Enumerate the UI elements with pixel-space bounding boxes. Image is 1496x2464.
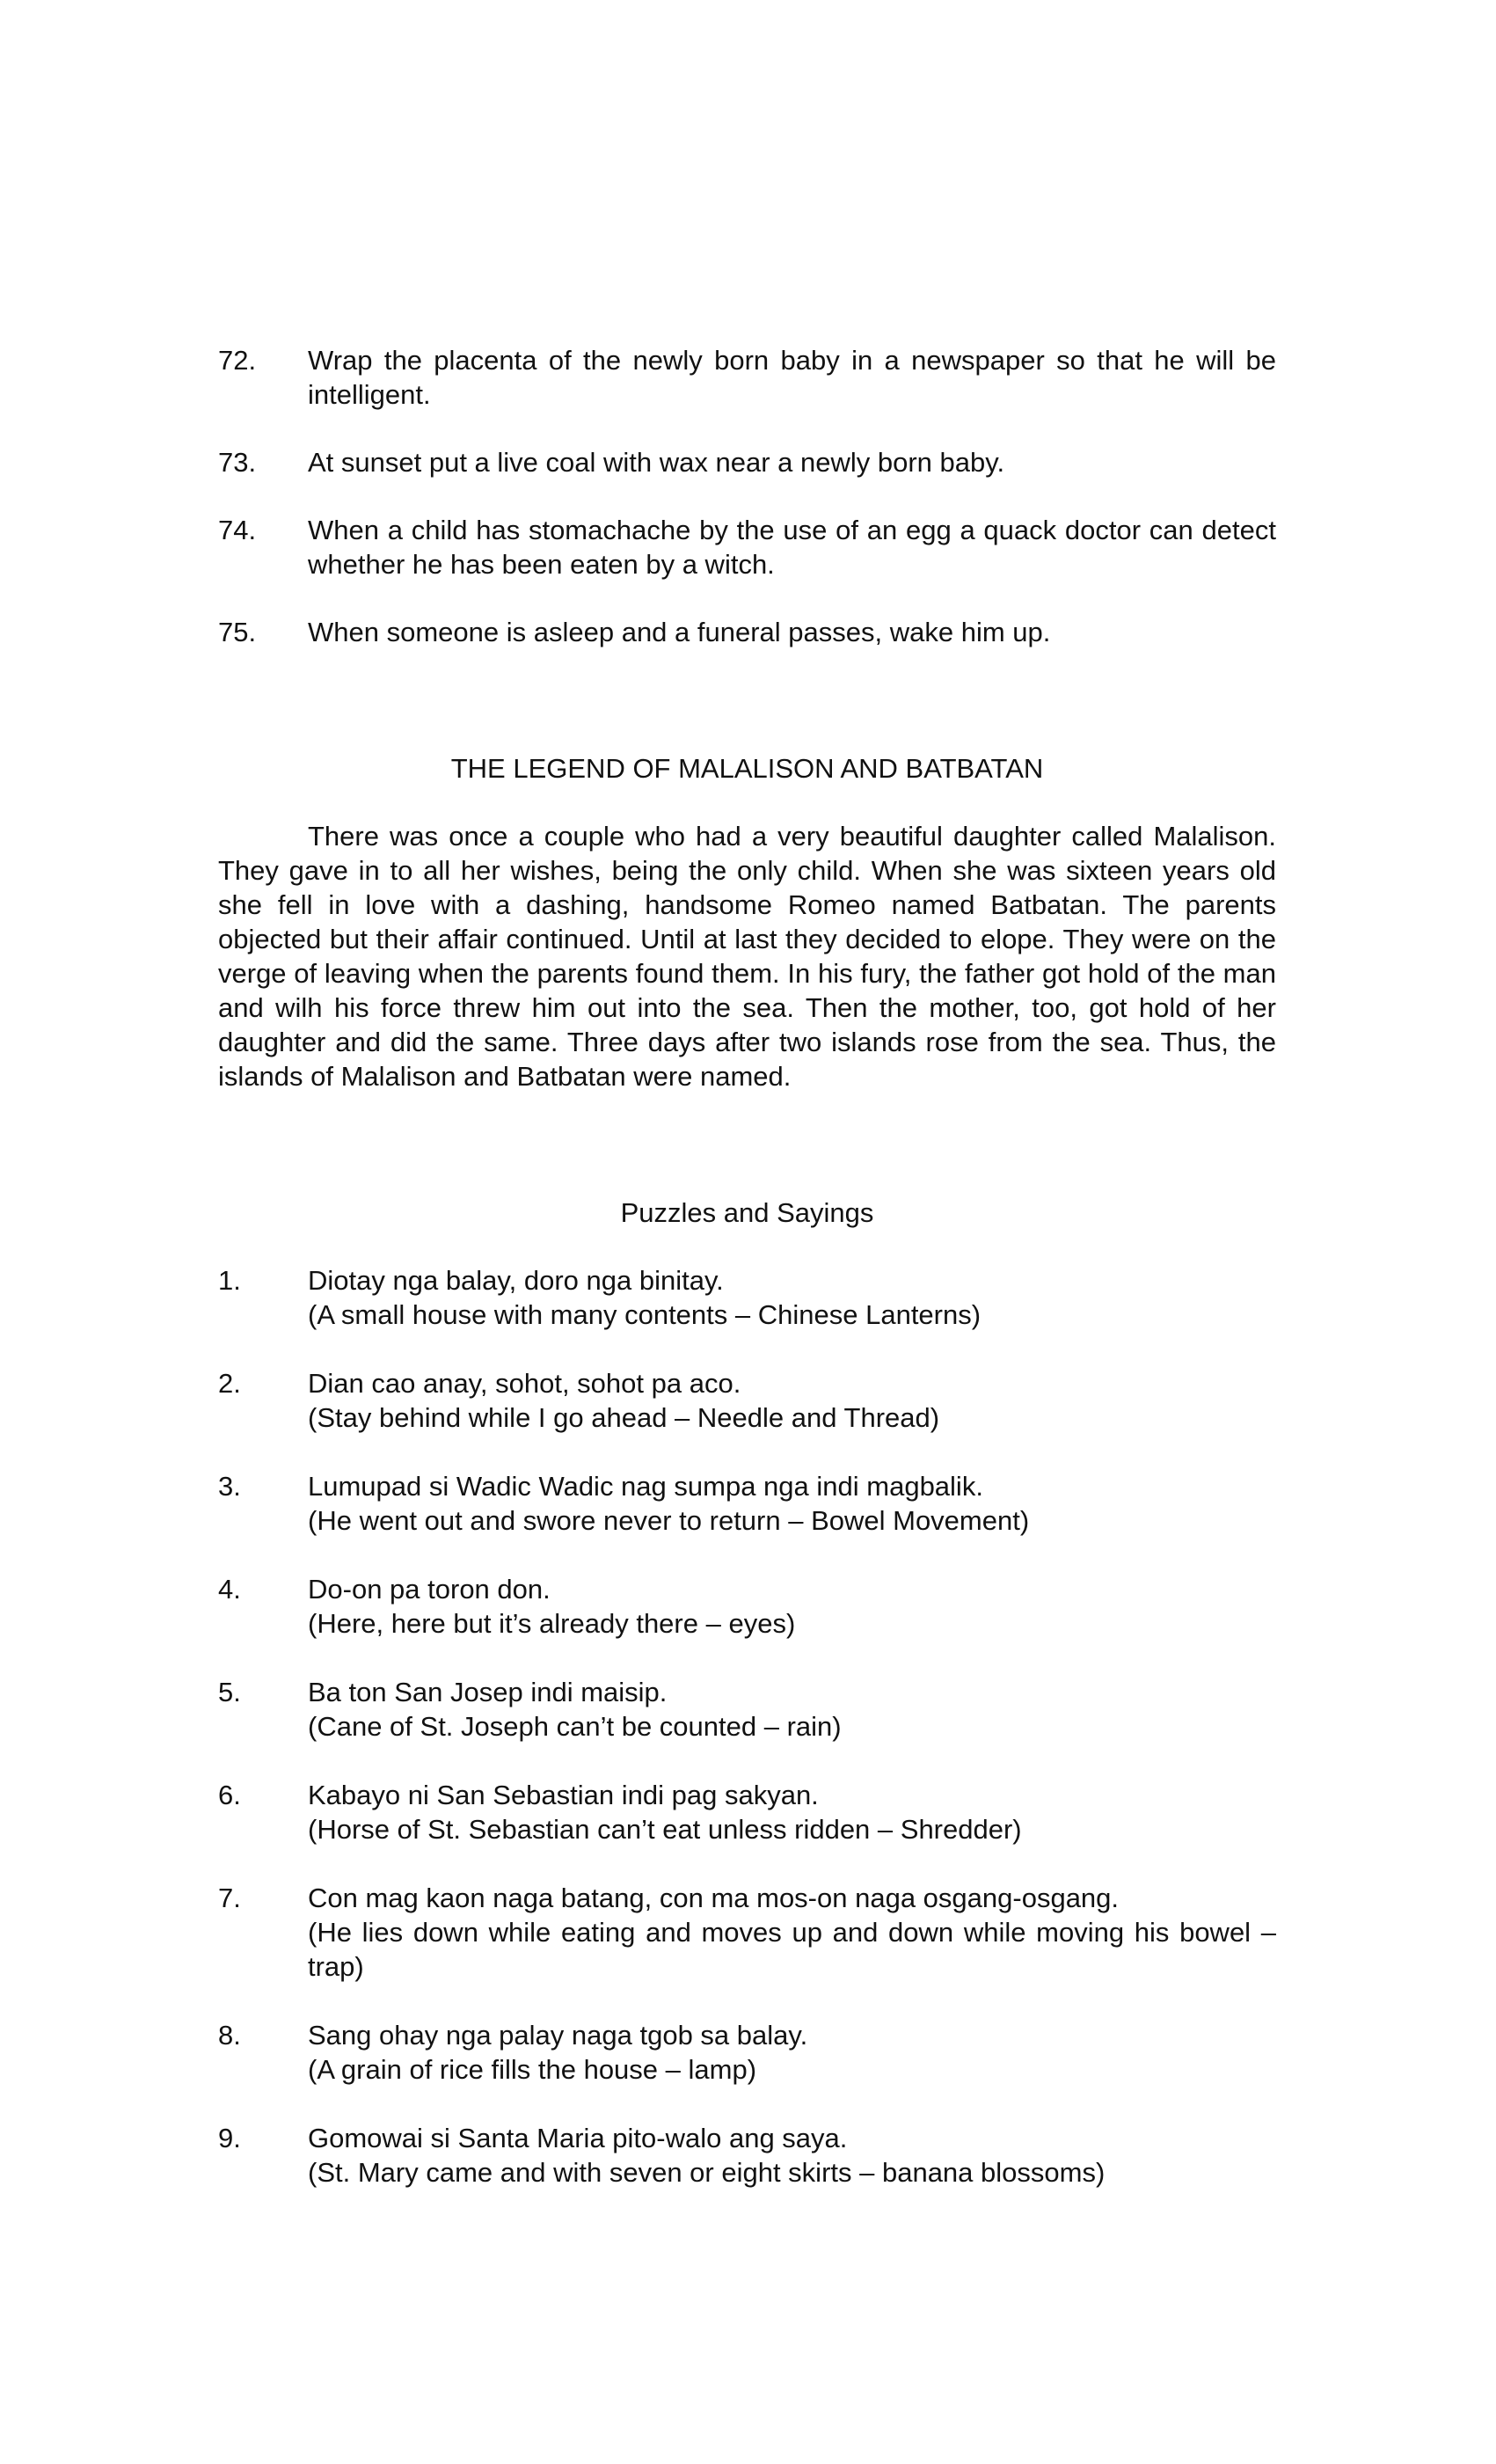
list-item xyxy=(218,1881,1276,1984)
list-item xyxy=(218,615,1276,649)
item-body xyxy=(308,615,1276,649)
item-body xyxy=(308,2018,1276,2087)
riddle-text: Dian cao anay, sohot, sohot pa aco. xyxy=(308,1368,741,1399)
item-body xyxy=(308,1469,1276,1538)
riddle-text: Gomowai si Santa Maria pito-walo ang saya. xyxy=(308,2123,848,2153)
item-body xyxy=(308,1263,1276,1332)
item-number: 74. xyxy=(218,515,257,545)
riddle-text: Kabayo ni San Sebastian indi pag sakyan. xyxy=(308,1780,819,1810)
item-number: 6. xyxy=(218,1780,241,1810)
puzzle-list xyxy=(218,1263,1276,2190)
item-number: 75. xyxy=(218,617,257,647)
riddle-translation: (Here, here but it’s already there – eyes) xyxy=(308,1608,796,1639)
item-body xyxy=(308,2121,1276,2190)
item-text: Wrap the placenta of the newly born baby in a newspaper so that he will be intelligent. xyxy=(308,345,1276,410)
riddle-translation: (A grain of rice fills the house – lamp) xyxy=(308,2054,757,2085)
item-number: 7. xyxy=(218,1883,241,1913)
riddle-translation: (He went out and swore never to return – Bowel Movement) xyxy=(308,1505,1030,1536)
item-body xyxy=(308,1778,1276,1846)
puzzles-title: Puzzles and Sayings xyxy=(620,1197,874,1228)
item-number: 72. xyxy=(218,345,257,376)
riddle-translation: (Cane of St. Joseph can’t be counted – rain) xyxy=(308,1711,842,1742)
list-item xyxy=(218,1572,1276,1641)
item-text: When a child has stomachache by the use of an egg a quack doctor can detect whether he has been eaten by a witch. xyxy=(308,515,1276,580)
item-text: At sunset put a live coal with wax near a newly born baby. xyxy=(308,447,1005,478)
superstition-list xyxy=(218,343,1276,649)
riddle-translation: (St. Mary came and with seven or eight skirts – banana blossoms) xyxy=(308,2157,1106,2188)
list-item xyxy=(218,1469,1276,1538)
item-number: 9. xyxy=(218,2123,241,2153)
legend-paragraph: There was once a couple who had a very beautiful daughter called Malalison. They gave in to all her wishes, being the only child. When she was sixteen years old she fell in love with a dashing, handsome Romeo named Batbatan. The parents objected but their affair continued. Until at last they decided to elope. They were on the verge of leaving when the parents found them. In his fury, the father got hold of the man and wilh his force threw him out into the sea. Then the mother, too, got hold of her daughter and did the same. Three days after two islands rose from the sea. Thus, the islands of Malalison and Batbatan were named. xyxy=(218,821,1276,1092)
list-item xyxy=(218,1263,1276,1332)
item-number: 1. xyxy=(218,1265,241,1296)
list-item xyxy=(218,445,1276,479)
item-number: 3. xyxy=(218,1471,241,1502)
item-number: 2. xyxy=(218,1368,241,1399)
riddle-text: Diotay nga balay, doro nga binitay. xyxy=(308,1265,724,1296)
item-body xyxy=(308,1366,1276,1435)
document-page xyxy=(218,343,1276,2190)
list-item xyxy=(218,1675,1276,1744)
item-body xyxy=(308,1572,1276,1641)
item-number: 73. xyxy=(218,447,257,478)
item-number: 4. xyxy=(218,1574,241,1605)
riddle-translation: (He lies down while eating and moves up and down while moving his bowel – trap) xyxy=(308,1917,1276,1982)
item-text: When someone is asleep and a funeral passes, wake him up. xyxy=(308,617,1051,647)
list-item xyxy=(218,1778,1276,1846)
list-item xyxy=(218,1366,1276,1435)
riddle-text: Lumupad si Wadic Wadic nag sumpa nga indi magbalik. xyxy=(308,1471,983,1502)
item-number: 8. xyxy=(218,2020,241,2051)
legend-title: THE LEGEND OF MALALISON AND BATBATAN xyxy=(450,753,1044,784)
riddle-translation: (Horse of St. Sebastian can’t eat unless ridden – Shredder) xyxy=(308,1814,1022,1845)
item-body xyxy=(308,1881,1276,1984)
riddle-text: Do-on pa toron don. xyxy=(308,1574,551,1605)
riddle-translation: (A small house with many contents – Chinese Lanterns) xyxy=(308,1299,982,1330)
list-item xyxy=(218,343,1276,412)
item-body xyxy=(308,445,1276,479)
riddle-text: Sang ohay nga palay naga tgob sa balay. xyxy=(308,2020,808,2051)
item-body xyxy=(308,343,1276,412)
list-item xyxy=(218,2121,1276,2190)
item-body xyxy=(308,1675,1276,1744)
list-item xyxy=(218,2018,1276,2087)
item-number: 5. xyxy=(218,1677,241,1707)
riddle-text: Con mag kaon naga batang, con ma mos-on naga osgang-osgang. xyxy=(308,1883,1120,1913)
riddle-text: Ba ton San Josep indi maisip. xyxy=(308,1677,668,1707)
item-body xyxy=(308,513,1276,581)
list-item xyxy=(218,513,1276,581)
riddle-translation: (Stay behind while I go ahead – Needle and Thread) xyxy=(308,1402,940,1433)
